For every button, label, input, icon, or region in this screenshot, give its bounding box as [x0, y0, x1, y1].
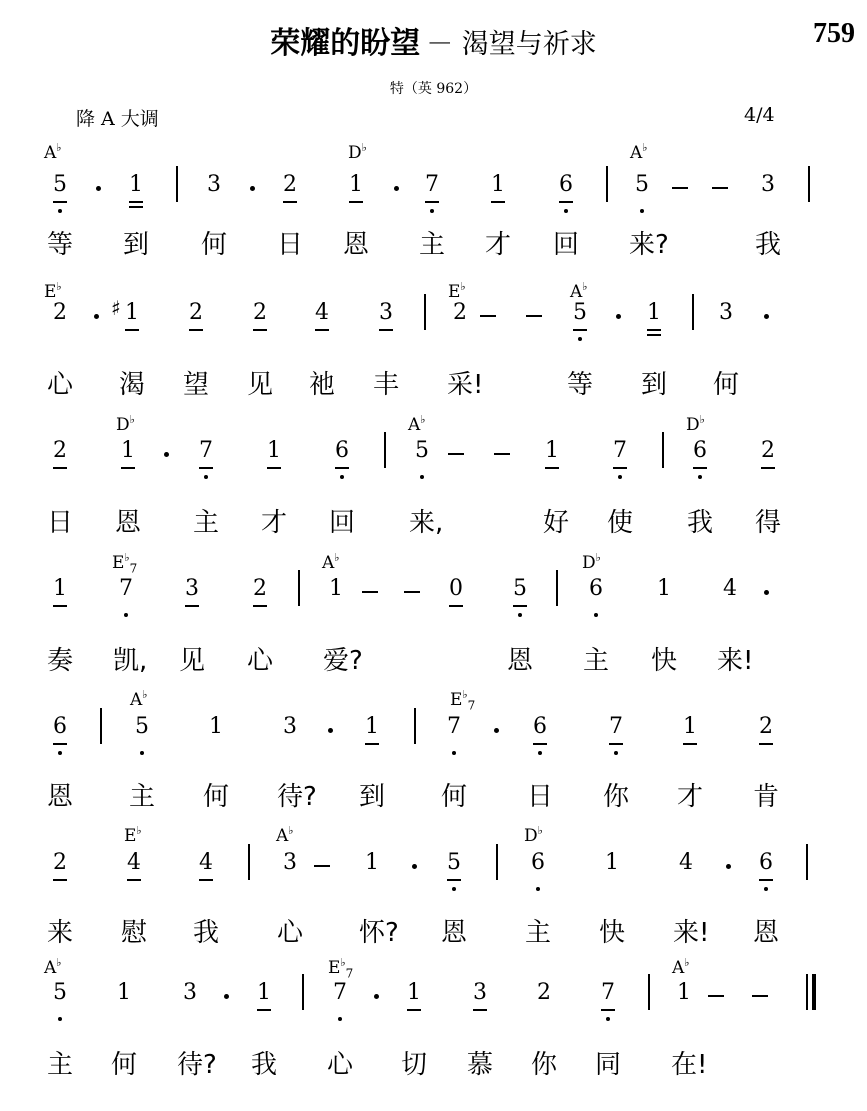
note: 5 — [407, 438, 437, 463]
lyric-syllable: 来! — [673, 918, 710, 948]
chord-symbol: A♭ — [44, 141, 62, 163]
lyric-syllable: 渴 — [119, 370, 146, 400]
note: 3 — [719, 300, 733, 325]
lyric-syllable: 到 — [123, 230, 150, 260]
lyric-syllable: 使 — [607, 508, 634, 538]
key-signature: 降 A 大调 — [76, 108, 159, 130]
lyric-syllable: 何 — [713, 370, 740, 400]
note: 3 — [207, 172, 221, 197]
augmentation-dot — [224, 994, 229, 999]
chord-symbol: A♭ — [570, 280, 588, 302]
lyric-syllable: 见 — [247, 370, 274, 400]
note: 6 — [685, 438, 715, 463]
bar-line — [302, 974, 304, 1010]
lyric-syllable: 来 — [47, 918, 74, 948]
note: 7 — [325, 980, 355, 1005]
lyric-syllable: 恩 — [753, 918, 780, 948]
note: 4 — [191, 850, 221, 875]
chord-symbol: E♭ — [124, 824, 142, 846]
chord-symbol: A♭ — [630, 141, 648, 163]
bar-line — [692, 294, 694, 330]
extension-dash — [448, 453, 464, 455]
lyric-syllable: 主 — [129, 782, 156, 812]
note: 1 — [121, 172, 151, 197]
note: 2 — [537, 980, 551, 1005]
lyric-syllable: 凯, — [113, 646, 148, 676]
chord-symbol: D♭ — [524, 824, 543, 846]
note: 2 — [45, 850, 75, 875]
note: 2 — [275, 172, 305, 197]
lyric-syllable: 等 — [567, 370, 594, 400]
note: 1 ♯ — [117, 300, 147, 325]
lyric-syllable: 待? — [177, 1050, 217, 1080]
note: 1 — [117, 980, 131, 1005]
note: 6 — [45, 714, 75, 739]
bar-line — [606, 166, 608, 202]
bar-line — [662, 432, 664, 468]
lyric-syllable: 才 — [261, 508, 288, 538]
augmentation-dot — [494, 728, 499, 733]
lyric-syllable: 主 — [419, 230, 446, 260]
lyric-syllable: 望 — [183, 370, 210, 400]
lyric-syllable: 心 — [327, 1050, 354, 1080]
bar-line — [414, 708, 416, 744]
lyric-syllable: 恩 — [507, 646, 534, 676]
lyric-syllable: 我 — [755, 230, 782, 260]
final-bar-line — [806, 974, 817, 1010]
note: 1 — [365, 850, 379, 875]
note: 2 — [245, 300, 275, 325]
chord-symbol: $E^♭_7$ — [328, 956, 354, 981]
extension-dash — [480, 315, 496, 317]
augmentation-dot — [374, 994, 379, 999]
augmentation-dot — [394, 186, 399, 191]
lyric-syllable: 奏 — [47, 646, 74, 676]
note: 7 — [605, 438, 635, 463]
extension-dash — [712, 187, 728, 189]
note: 1 — [677, 980, 691, 1005]
note: 1 — [249, 980, 279, 1005]
note: 2 — [181, 300, 211, 325]
lyric-syllable: 肯 — [753, 782, 780, 812]
lyric-syllable: 来? — [629, 230, 669, 260]
bar-line — [806, 844, 808, 880]
note: 2 — [753, 438, 783, 463]
chord-symbol: A♭ — [44, 956, 62, 978]
bar-line — [496, 844, 498, 880]
augmentation-dot — [96, 186, 101, 191]
lyric-syllable: 恩 — [343, 230, 370, 260]
note: 1 — [675, 714, 705, 739]
chord-symbol: D♭ — [116, 413, 135, 435]
note: 2 — [53, 300, 67, 325]
note: 7 — [191, 438, 221, 463]
chord-symbol: D♭ — [582, 551, 601, 573]
note: 5 — [45, 980, 75, 1005]
note: 6 — [327, 438, 357, 463]
lyric-syllable: 到 — [359, 782, 386, 812]
note: 2 — [45, 438, 75, 463]
lyric-syllable: 慰 — [121, 918, 148, 948]
lyric-syllable: 快 — [599, 918, 626, 948]
note: 1 — [259, 438, 289, 463]
note: 7 — [593, 980, 623, 1005]
note: 7 — [601, 714, 631, 739]
lyric-syllable: 我 — [687, 508, 714, 538]
chord-symbol: A♭ — [276, 824, 294, 846]
note: 3 — [761, 172, 775, 197]
lyric-syllable: 在! — [671, 1050, 708, 1080]
lyric-syllable: 何 — [203, 782, 230, 812]
lyric-syllable: 恩 — [441, 918, 468, 948]
bar-line — [556, 570, 558, 606]
title-main: 荣耀的盼望 — [270, 26, 421, 61]
extension-dash — [314, 865, 330, 867]
note: 7 — [111, 576, 141, 601]
hymn-number: 759 — [813, 18, 855, 49]
bar-line — [298, 570, 300, 606]
note: 6 — [581, 576, 611, 601]
bar-line — [176, 166, 178, 202]
lyric-syllable: 才 — [677, 782, 704, 812]
lyric-syllable: 日 — [47, 508, 74, 538]
augmentation-dot — [616, 314, 621, 319]
augmentation-dot — [164, 452, 169, 457]
note: 2 — [245, 576, 275, 601]
augmentation-dot — [328, 728, 333, 733]
lyric-syllable: 你 — [603, 782, 630, 812]
chord-symbol: E♭ — [448, 280, 466, 302]
note: 1 — [537, 438, 567, 463]
note: 1 — [399, 980, 429, 1005]
note: 7 — [417, 172, 447, 197]
note: 3 — [177, 576, 207, 601]
note: 5 — [439, 850, 469, 875]
note: 5 — [565, 300, 595, 325]
extension-dash — [708, 995, 724, 997]
augmentation-dot — [764, 314, 769, 319]
note: 3 — [283, 850, 297, 875]
note: 5 — [505, 576, 535, 601]
lyric-syllable: 恩 — [115, 508, 142, 538]
note: 2 — [751, 714, 781, 739]
note: 1 — [657, 576, 671, 601]
lyric-syllable: 得 — [755, 508, 782, 538]
lyric-syllable: 主 — [525, 918, 552, 948]
lyric-syllable: 同 — [595, 1050, 622, 1080]
hymn-title — [0, 18, 867, 62]
lyric-syllable: 心 — [47, 370, 74, 400]
title-subtitle: － 渴望与祈求 — [426, 29, 597, 60]
lyric-syllable: 切 — [401, 1050, 428, 1080]
note: 1 — [639, 300, 669, 325]
chord-symbol: E♭ — [44, 280, 62, 302]
lyric-syllable: 你 — [531, 1050, 558, 1080]
lyric-syllable: 我 — [193, 918, 220, 948]
augmentation-dot — [764, 590, 769, 595]
chord-symbol: $E^♭_7$ — [450, 688, 476, 713]
note: 1 — [45, 576, 75, 601]
bar-line — [248, 844, 250, 880]
augmentation-dot — [412, 864, 417, 869]
bar-line — [808, 166, 810, 202]
extension-dash — [362, 591, 378, 593]
note: 4 — [119, 850, 149, 875]
lyric-syllable: 日 — [527, 782, 554, 812]
bar-line — [384, 432, 386, 468]
lyric-syllable: 主 — [193, 508, 220, 538]
lyric-syllable: 心 — [247, 646, 274, 676]
chord-symbol: A♭ — [408, 413, 426, 435]
lyric-syllable: 丰 — [373, 370, 400, 400]
chord-symbol: A♭ — [130, 688, 148, 710]
lyric-syllable: 等 — [47, 230, 74, 260]
extension-dash — [526, 315, 542, 317]
note: 3 — [283, 714, 297, 739]
source-note: 特（英 962） — [389, 81, 478, 97]
note: 5 — [627, 172, 657, 197]
note: 1 — [483, 172, 513, 197]
chord-symbol: A♭ — [322, 551, 340, 573]
lyric-syllable: 见 — [179, 646, 206, 676]
note: 2 — [453, 300, 467, 325]
note: 6 — [551, 172, 581, 197]
lyric-syllable: 主 — [47, 1050, 74, 1080]
lyric-syllable: 来! — [717, 646, 754, 676]
augmentation-dot — [250, 186, 255, 191]
note: 4 — [723, 576, 737, 601]
note: 1 — [113, 438, 143, 463]
bar-line — [100, 708, 102, 744]
note: 1 — [209, 714, 223, 739]
lyric-syllable: 我 — [251, 1050, 278, 1080]
extension-dash — [752, 995, 768, 997]
note: 5 — [45, 172, 75, 197]
lyric-syllable: 采! — [447, 370, 484, 400]
time-signature: 4/4 — [744, 104, 775, 126]
note: 6 — [525, 714, 555, 739]
lyric-syllable: 心 — [277, 918, 304, 948]
extension-dash — [672, 187, 688, 189]
note: 0 — [441, 576, 471, 601]
lyric-syllable: 待? — [277, 782, 317, 812]
lyric-syllable: 主 — [583, 646, 610, 676]
lyric-syllable: 到 — [641, 370, 668, 400]
lyric-syllable: 好 — [543, 508, 570, 538]
lyric-syllable: 何 — [201, 230, 228, 260]
lyric-syllable: 回 — [329, 508, 356, 538]
bar-line — [648, 974, 650, 1010]
lyric-syllable: 才 — [485, 230, 512, 260]
note: 5 — [127, 714, 157, 739]
extension-dash — [494, 453, 510, 455]
lyric-syllable: 何 — [111, 1050, 138, 1080]
lyric-syllable: 来, — [409, 508, 444, 538]
note: 1 — [341, 172, 371, 197]
note: 1 — [329, 576, 343, 601]
note: 1 — [605, 850, 619, 875]
note: 3 — [371, 300, 401, 325]
chord-symbol: $E^♭_7$ — [112, 551, 138, 576]
lyric-syllable: 慕 — [467, 1050, 494, 1080]
note: 6 — [523, 850, 553, 875]
note: 4 — [307, 300, 337, 325]
augmentation-dot — [94, 314, 99, 319]
chord-symbol: A♭ — [672, 956, 690, 978]
note: 4 — [679, 850, 693, 875]
note: 1 — [357, 714, 387, 739]
chord-symbol: D♭ — [686, 413, 705, 435]
extension-dash — [404, 591, 420, 593]
lyric-syllable: 恩 — [47, 782, 74, 812]
note: 3 — [183, 980, 197, 1005]
chord-symbol: D♭ — [348, 141, 367, 163]
lyric-syllable: 何 — [441, 782, 468, 812]
note: 7 — [439, 714, 469, 739]
lyric-syllable: 日 — [277, 230, 304, 260]
lyric-syllable: 祂 — [309, 370, 336, 400]
lyric-syllable: 快 — [651, 646, 678, 676]
lyric-syllable: 怀? — [359, 918, 399, 948]
note: 6 — [751, 850, 781, 875]
bar-line — [424, 294, 426, 330]
note: 3 — [465, 980, 495, 1005]
augmentation-dot — [726, 864, 731, 869]
lyric-syllable: 回 — [553, 230, 580, 260]
lyric-syllable: 爱? — [323, 646, 363, 676]
